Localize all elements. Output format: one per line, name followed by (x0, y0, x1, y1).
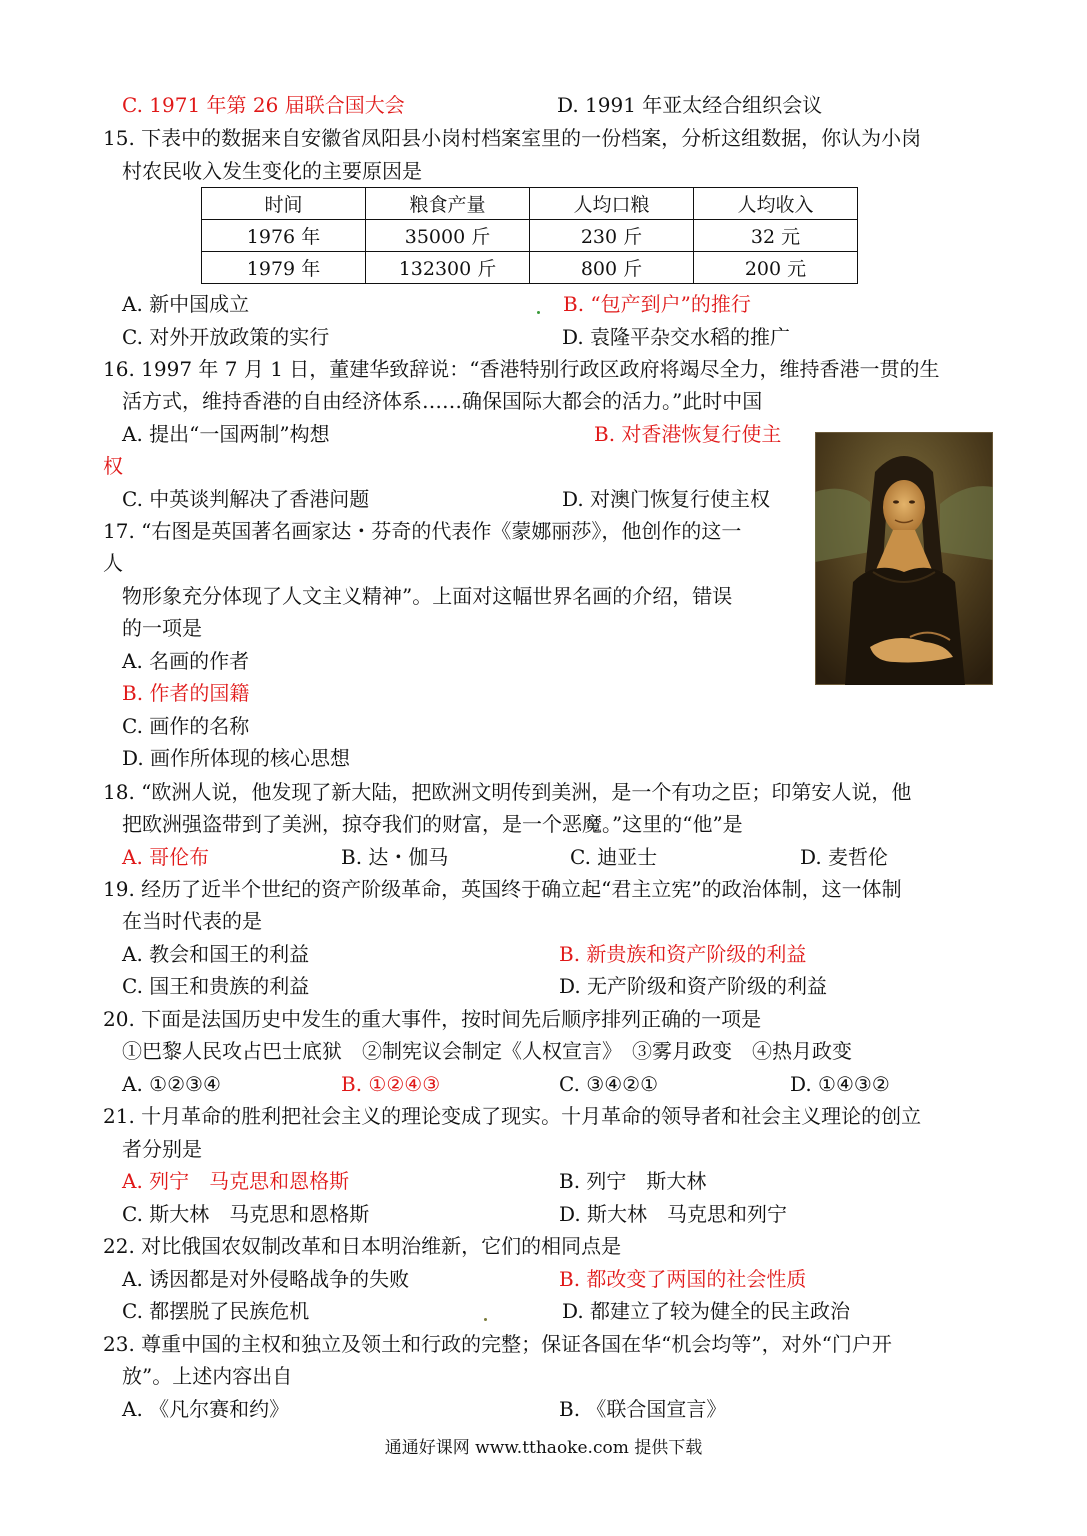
table-cell: 132300 斤 (366, 252, 530, 284)
table-cell: 230 斤 (530, 220, 694, 252)
q23-stem-line1: 23. 尊重中国的主权和独立及领土和行政的完整；保证各国在华“机会均等”，对外“门户开 (103, 1332, 892, 1356)
q23-stem-line2: 放”。上述内容出自 (122, 1364, 293, 1388)
q16-option-a: A. 提出“一国两制”构想 (122, 422, 330, 446)
table-header-cell: 时间 (202, 188, 366, 220)
q14-option-c: C. 1971 年第 26 届联合国大会 (122, 93, 405, 117)
q21-stem-line2: 者分别是 (122, 1137, 202, 1161)
q21-option-d: D. 斯大林 马克思和列宁 (559, 1202, 788, 1226)
q21-option-c: C. 斯大林 马克思和恩格斯 (122, 1202, 370, 1226)
q21-stem-line1: 21. 十月革命的胜利把社会主义的理论变成了现实。十月革命的领导者和社会主义理论的创立 (103, 1104, 922, 1128)
table-cell: 32 元 (694, 220, 858, 252)
q20-option-b: B. ①②④③ (341, 1072, 441, 1096)
q21-option-a: A. 列宁 马克思和恩格斯 (122, 1169, 350, 1193)
table-cell: 1976 年 (202, 220, 366, 252)
table-row (202, 220, 858, 252)
table-cell: 200 元 (694, 252, 858, 284)
q20-stem-line1: 20. 下面是法国历史中发生的重大事件，按时间先后顺序排列正确的一项是 (103, 1007, 762, 1031)
q19-stem-line2: 在当时代表的是 (122, 909, 262, 933)
q18-stem-line1: 18. “欧洲人说，他发现了新大陆，把欧洲文明传到美洲，是一个有功之臣；印第安人说，他 (103, 780, 912, 804)
q17-option-d: D. 画作所体现的核心思想 (122, 746, 351, 770)
q16-option-d: D. 对澳门恢复行使主权 (562, 487, 771, 511)
q16-stem-line2: 活方式，维持香港的自由经济体系……确保国际大都会的活力。”此时中国 (122, 389, 763, 413)
q14-option-d: D. 1991 年亚太经合组织会议 (557, 93, 823, 117)
q19-option-b: B. 新贵族和资产阶级的利益 (559, 942, 807, 966)
table-cell: 800 斤 (530, 252, 694, 284)
q17-stem-line1: 17. “右图是英国著名画家达・芬奇的代表作《蒙娜丽莎》，他创作的这一 (103, 519, 742, 543)
q19-stem-line1: 19. 经历了近半个世纪的资产阶级革命，英国终于确立起“君主立宪”的政治体制，这一体制 (103, 877, 902, 901)
page-footer: 通通好课网 www.tthaoke.com 提供下载 (384, 1438, 703, 1458)
stray-mark (484, 1318, 487, 1321)
q16-option-c: C. 中英谈判解决了香港问题 (122, 487, 370, 511)
mona-lisa-painting (815, 432, 993, 685)
q22-option-b: B. 都改变了两国的社会性质 (559, 1267, 807, 1291)
q18-option-d: D. 麦哲伦 (800, 845, 889, 869)
table-cell: 35000 斤 (366, 220, 530, 252)
q18-option-b: B. 达・伽马 (341, 845, 449, 869)
q19-option-d: D. 无产阶级和资产阶级的利益 (559, 974, 828, 998)
q19-option-a: A. 教会和国王的利益 (122, 942, 310, 966)
table-row (202, 252, 858, 284)
q15-stem-line1: 15. 下表中的数据来自安徽省凤阳县小岗村档案室里的一份档案，分析这组数据，你认为小岗 (103, 126, 922, 150)
q17-option-b: B. 作者的国籍 (122, 681, 250, 705)
q17-stem-line3: 物形象充分体现了人文主义精神”。上面对这幅世界名画的介绍，错误 (122, 584, 733, 608)
q16-stem-line1: 16. 1997 年 7 月 1 日，董建华致辞说：“香港特别行政区政府将竭尽全力，维持香港一贯的生 (103, 357, 940, 381)
q20-option-c: C. ③④②① (559, 1072, 659, 1096)
q16-option-b: B. 对香港恢复行使主 (594, 422, 782, 446)
q15-option-b: B. “包产到户”的推行 (563, 292, 751, 316)
q18-stem-line2: 把欧洲强盗带到了美洲，掠夺我们的财富，是一个恶魔。”这里的“他”是 (122, 812, 743, 836)
q16-option-b-continued: 权 (103, 454, 123, 478)
q17-stem-line4: 的一项是 (122, 616, 202, 640)
table-header-cell: 人均口粮 (530, 188, 694, 220)
q23-option-b: B. 《联合国宣言》 (559, 1397, 727, 1421)
q15-data-table (201, 187, 858, 284)
q22-option-d: D. 都建立了较为健全的民主政治 (562, 1299, 851, 1323)
q15-option-d: D. 袁隆平杂交水稻的推广 (562, 325, 791, 349)
q22-option-a: A. 诱因都是对外侵略战争的失败 (122, 1267, 410, 1291)
table-header-cell: 人均收入 (694, 188, 858, 220)
q20-option-a: A. ①②③④ (122, 1072, 221, 1096)
q19-option-c: C. 国王和贵族的利益 (122, 974, 310, 998)
q20-option-d: D. ①④③② (790, 1072, 890, 1096)
q22-stem-line1: 22. 对比俄国农奴制改革和日本明治维新，它们的相同点是 (103, 1234, 622, 1258)
q15-option-a: A. 新中国成立 (122, 292, 250, 316)
q17-option-a: A. 名画的作者 (122, 649, 250, 673)
q20-events-list: ①巴黎人民攻占巴士底狱 ②制宪议会制定《人权宣言》 ③雾月政变 ④热月政变 (122, 1039, 852, 1063)
stray-mark (537, 311, 540, 314)
table-header-cell: 粮食产量 (366, 188, 530, 220)
q15-stem-line2: 村农民收入发生变化的主要原因是 (122, 159, 422, 183)
q18-option-c: C. 迪亚士 (570, 845, 658, 869)
q15-option-c: C. 对外开放政策的实行 (122, 325, 330, 349)
q18-option-a: A. 哥伦布 (122, 845, 210, 869)
q22-option-c: C. 都摆脱了民族危机 (122, 1299, 310, 1323)
q23-option-a: A. 《凡尔赛和约》 (122, 1397, 290, 1421)
q21-option-b: B. 列宁 斯大林 (559, 1169, 707, 1193)
table-header-row (202, 188, 858, 220)
table-cell: 1979 年 (202, 252, 366, 284)
q17-option-c: C. 画作的名称 (122, 714, 250, 738)
q17-stem-line2: 人 (103, 551, 123, 575)
